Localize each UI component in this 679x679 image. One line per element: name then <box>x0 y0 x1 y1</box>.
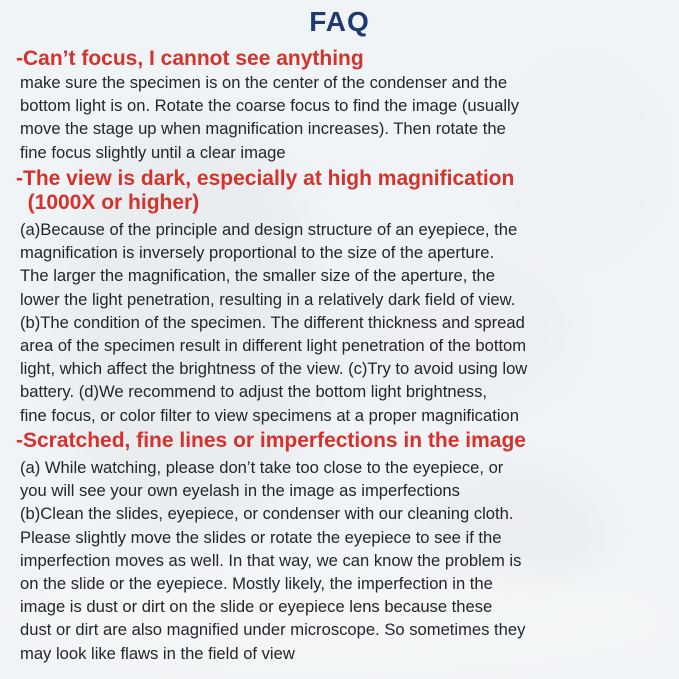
answer-line: magnification is inversely proportional to the size of the aperture. <box>20 243 495 263</box>
answer-line: imperfection moves as well. In that way, we can know the problem is <box>20 550 522 570</box>
answer-line: on the slide or the eyepiece. Mostly likely, the imperfection in the <box>20 574 493 594</box>
answer-line: (a)Because of the principle and design structure of an eyepiece, the <box>20 220 518 239</box>
answer-line: bottom light is on. Rotate the coarse focus to find the image (usually <box>20 96 520 116</box>
answer-line: Please slightly move the slides or rotate the eyepiece to see if the <box>20 527 502 547</box>
answer-line: battery. (d)We recommend to adjust the bottom light brightness, <box>20 382 487 402</box>
answer-line: (a) While watching, please don’t take too close to the eyepiece, or <box>20 458 504 477</box>
answer-line: light, which affect the brightness of the view. (c)Try to avoid using low <box>20 359 528 379</box>
page-title: FAQ <box>309 6 370 37</box>
faq-answer-scratches <box>20 456 671 665</box>
answer-line: (b)The condition of the specimen. The different thickness and spread <box>20 312 525 332</box>
answer-line: may look like flaws in the field of view <box>20 643 295 663</box>
answer-line: area of the specimen result in different light penetration of the bottom <box>20 336 527 356</box>
faq-answer-dark-view <box>20 218 671 427</box>
faq-question-focus: -Can’t focus, I cannot see anything <box>16 47 364 70</box>
faq-question-scratches: -Scratched, fine lines or imperfections in the image <box>16 429 526 452</box>
faq-question-dark-view: -The view is dark, especially at high magnification (1000X or higher) <box>16 167 515 214</box>
faq-answer-focus <box>20 71 671 164</box>
answer-line: fine focus slightly until a clear image <box>20 142 286 162</box>
answer-line: dust or dirt are also magnified under microscope. So sometimes they <box>20 620 526 640</box>
answer-line: you will see your own eyelash in the image as imperfections <box>20 481 460 501</box>
answer-line: (b)Clean the slides, eyepiece, or condenser with our cleaning cloth. <box>20 504 514 524</box>
answer-line: fine focus, or color filter to view specimens at a proper magnification <box>20 405 519 425</box>
answer-line: The larger the magnification, the smaller size of the aperture, the <box>20 266 496 286</box>
answer-line: make sure the specimen is on the center of the condenser and the <box>20 73 508 92</box>
answer-line: move the stage up when magnification increases). Then rotate the <box>20 119 506 139</box>
answer-line: lower the light penetration, resulting in a relatively dark field of view. <box>20 289 516 309</box>
answer-line: image is dust or dirt on the slide or eyepiece lens because these <box>20 597 493 617</box>
